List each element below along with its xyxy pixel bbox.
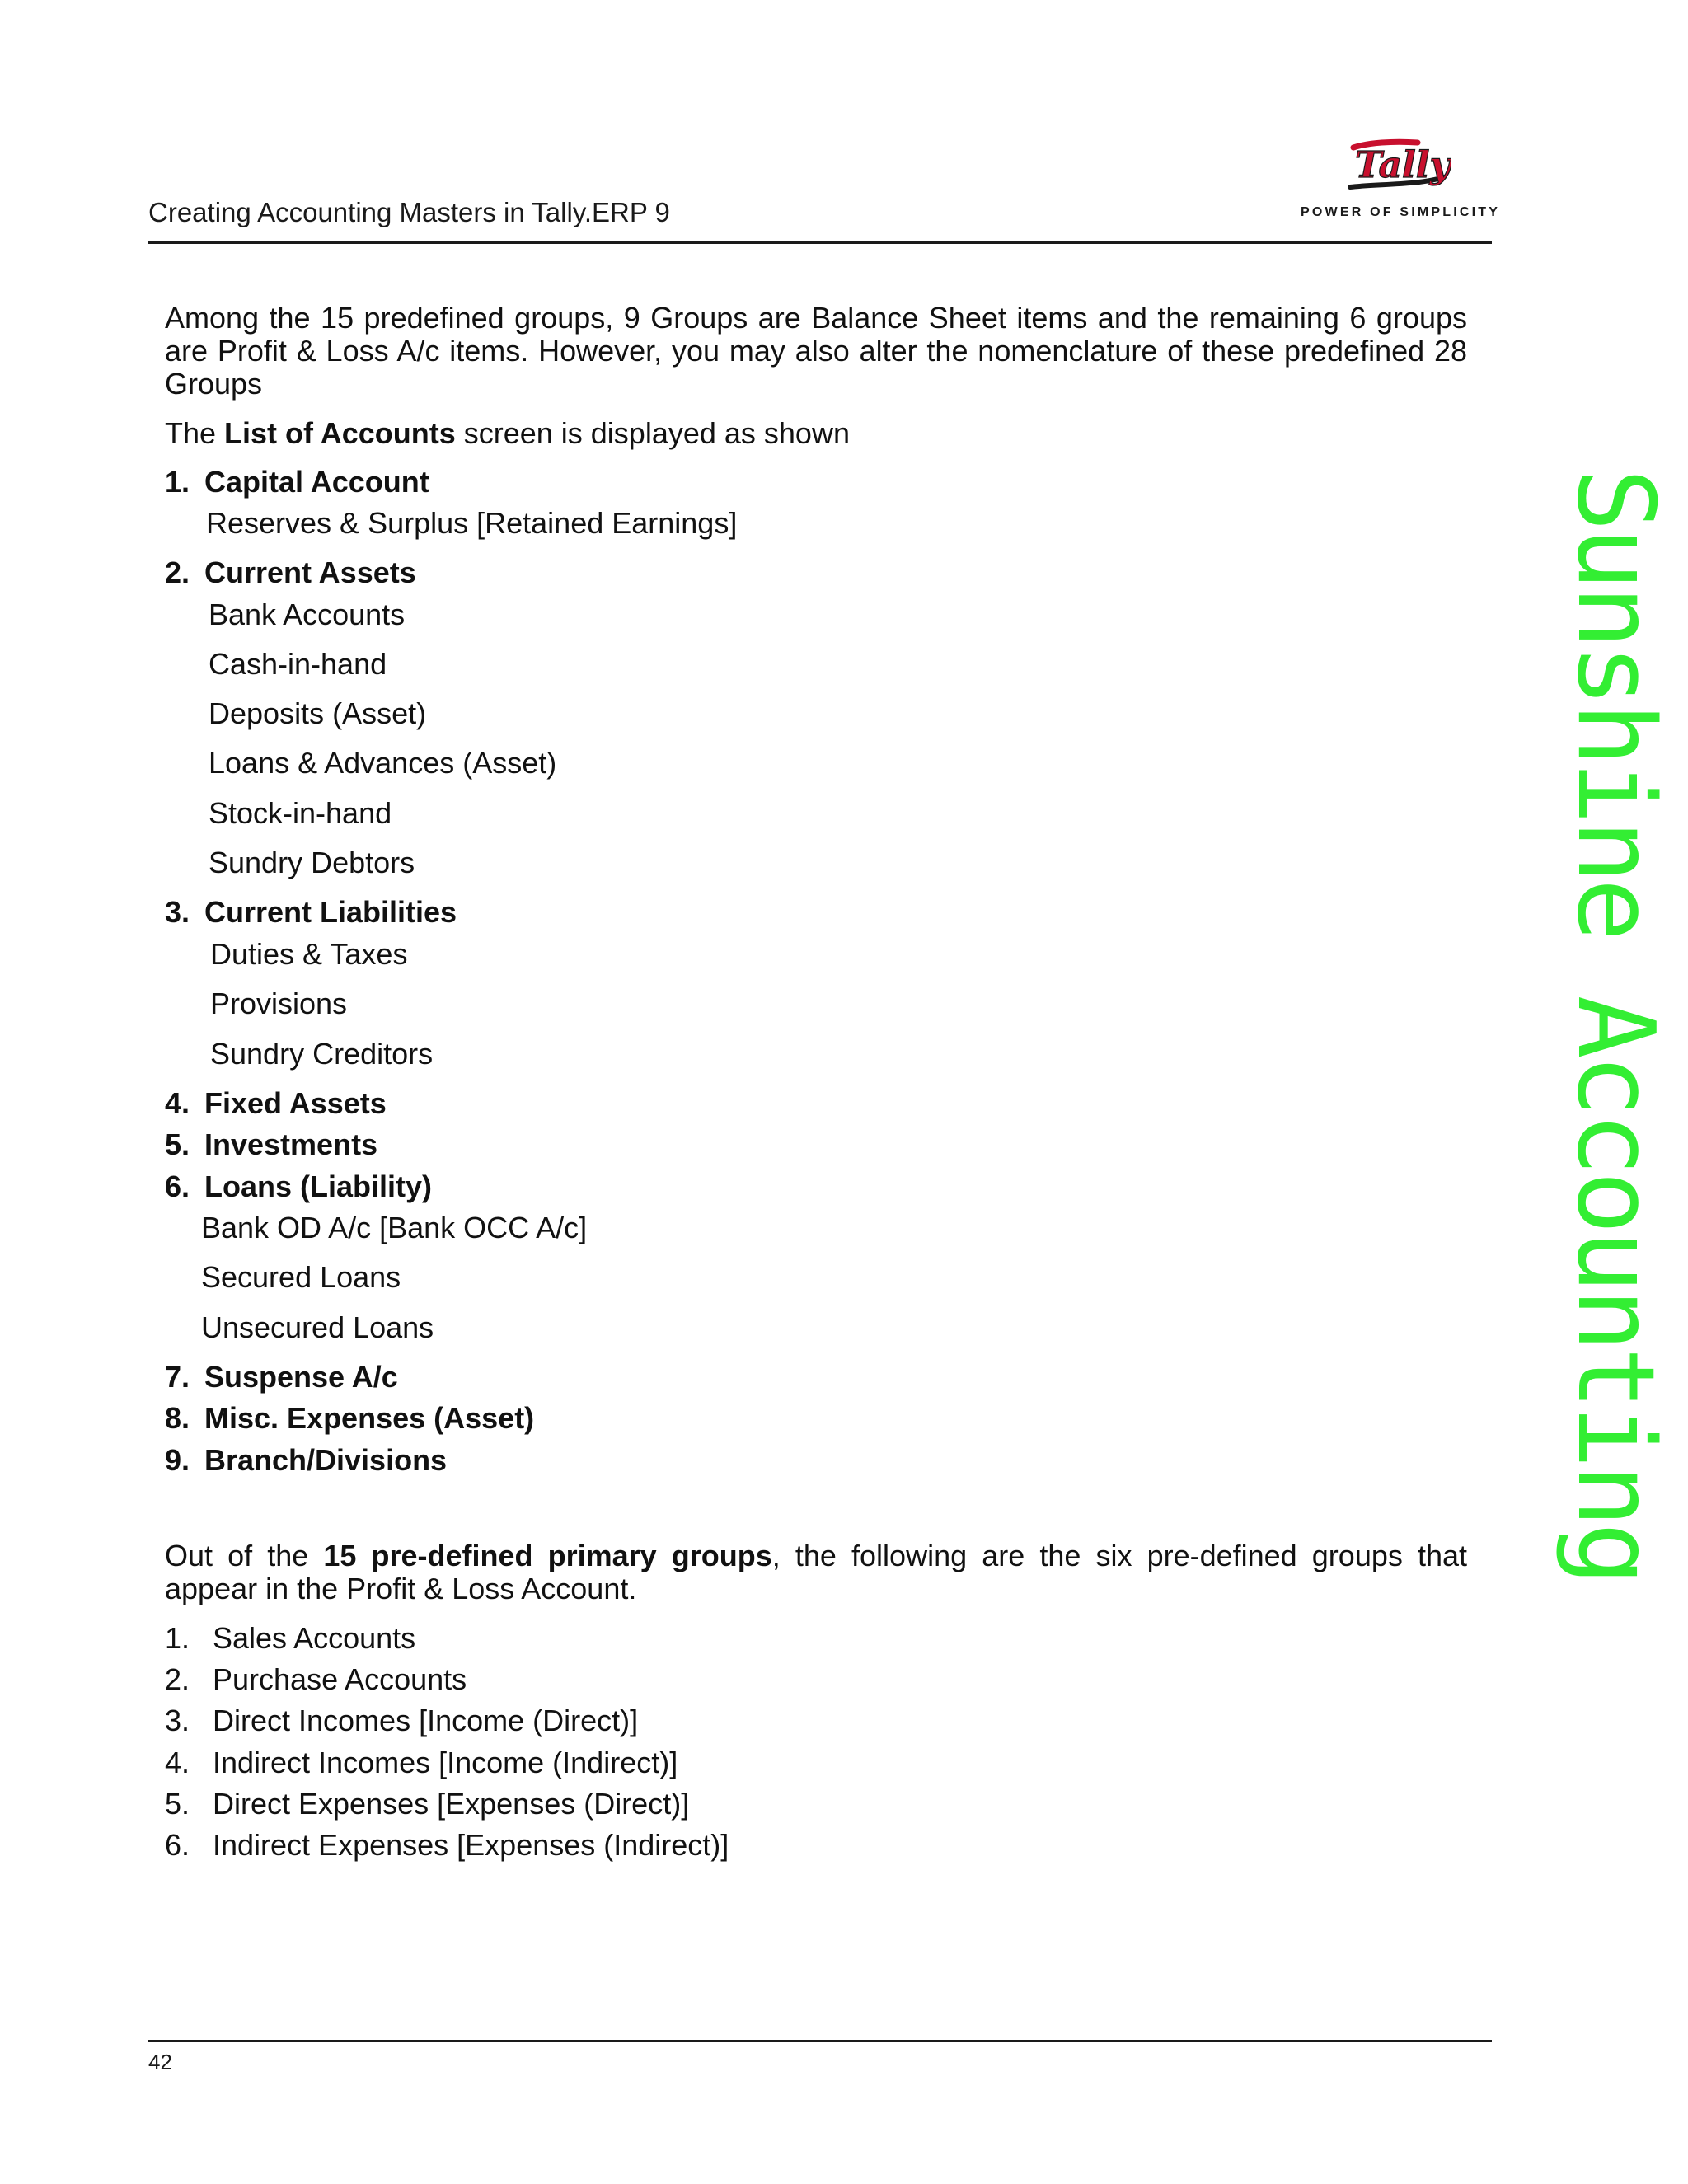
pl-intro-paragraph <box>165 1540 1467 1605</box>
pl-item-name: Direct Expenses [Expenses (Direct)] <box>213 1787 690 1821</box>
sub-group-item: Reserves & Surplus [Retained Earnings] <box>206 506 738 540</box>
group-number: 1. <box>165 465 190 499</box>
list-intro-bold: List of Accounts <box>224 416 456 450</box>
group-heading <box>165 1402 534 1435</box>
pl-item-number: 4. <box>165 1746 190 1779</box>
sub-group-item: Duties & Taxes <box>210 937 408 971</box>
group-number: 9. <box>165 1443 190 1477</box>
sub-group-item: Deposits (Asset) <box>209 696 427 730</box>
sub-group-item: Stock-in-hand <box>209 796 392 830</box>
list-intro-suffix: screen is displayed as shown <box>455 416 850 450</box>
pl-item-number: 1. <box>165 1621 190 1655</box>
group-name: Current Assets <box>204 555 416 589</box>
pl-list-item <box>165 1829 729 1862</box>
pl-item-name: Indirect Incomes [Income (Indirect)] <box>213 1746 678 1779</box>
group-name: Suspense A/c <box>204 1360 398 1394</box>
pl-item-name: Purchase Accounts <box>213 1662 467 1696</box>
tally-logo <box>1301 136 1501 227</box>
sub-group-item: Sundry Creditors <box>210 1037 434 1071</box>
pl-item-name: Sales Accounts <box>213 1621 416 1655</box>
page-number: 42 <box>148 2050 172 2074</box>
pl-list-item <box>165 1788 689 1821</box>
pl-item-number: 6. <box>165 1828 190 1862</box>
sub-group-item: Cash-in-hand <box>209 647 387 681</box>
group-name: Investments <box>204 1127 378 1161</box>
pl-item-number: 5. <box>165 1787 190 1821</box>
pl-intro-bold: 15 pre-defined primary groups <box>323 1539 772 1572</box>
logo-wordmark: Tally <box>1355 144 1451 186</box>
group-number: 3. <box>165 895 190 929</box>
group-number: 8. <box>165 1401 190 1435</box>
pl-intro-prefix: Out of the <box>165 1539 324 1572</box>
page-header-title: Creating Accounting Masters in Tally.ERP 9 <box>148 197 670 227</box>
pl-list-item <box>165 1746 678 1779</box>
group-heading <box>165 1128 377 1161</box>
group-number: 2. <box>165 555 190 589</box>
sub-group-item: Sundry Debtors <box>209 846 415 879</box>
sub-group-item: Loans & Advances (Asset) <box>209 746 557 780</box>
group-heading <box>165 1444 447 1477</box>
group-name: Current Liabilities <box>204 895 457 929</box>
group-name: Loans (Liability) <box>204 1169 433 1203</box>
sub-group-item: Provisions <box>210 987 348 1020</box>
pl-item-name: Indirect Expenses [Expenses (Indirect)] <box>213 1828 729 1862</box>
pl-list-item <box>165 1663 467 1696</box>
group-name: Capital Account <box>204 465 429 499</box>
group-heading <box>165 1170 432 1203</box>
group-heading <box>165 1087 387 1120</box>
group-name: Misc. Expenses (Asset) <box>204 1401 535 1435</box>
intro-paragraph: Among the 15 predefined groups, 9 Groups are Balance Sheet items and the remaining 6 groups are Profit & Loss A/c items. However, you may also alter the nomenclature of these predefined 28 Groups <box>165 301 1467 401</box>
group-number: 6. <box>165 1169 190 1203</box>
group-heading <box>165 466 429 499</box>
sub-group-item: Bank OD A/c [Bank OCC A/c] <box>201 1211 588 1244</box>
pl-list-item <box>165 1704 638 1737</box>
sub-group-item: Secured Loans <box>201 1260 401 1294</box>
logo-tagline: POWER OF SIMPLICITY <box>1301 205 1501 219</box>
watermark-text: Sunshine Accounting <box>1554 468 1676 1582</box>
sub-group-item: Bank Accounts <box>209 598 406 631</box>
tally-logo-mark <box>1343 136 1451 195</box>
group-heading <box>165 1361 398 1394</box>
group-heading <box>165 556 416 589</box>
pl-list-item <box>165 1622 415 1655</box>
pl-item-number: 3. <box>165 1704 190 1737</box>
group-number: 5. <box>165 1127 190 1161</box>
group-number: 4. <box>165 1086 190 1120</box>
pl-item-number: 2. <box>165 1662 190 1696</box>
group-number: 7. <box>165 1360 190 1394</box>
pl-intro-suffix: , the following are the six pre-defined groups that appear in the Profit & Loss Account. <box>165 1539 1468 1605</box>
list-intro <box>165 417 1467 450</box>
group-name: Fixed Assets <box>204 1086 387 1120</box>
footer-divider <box>148 2040 1492 2042</box>
list-intro-prefix: The <box>165 416 225 450</box>
sub-group-item: Unsecured Loans <box>201 1310 434 1344</box>
header-divider <box>148 241 1492 244</box>
pl-item-name: Direct Incomes [Income (Direct)] <box>213 1704 639 1737</box>
group-heading <box>165 896 457 929</box>
group-name: Branch/Divisions <box>204 1443 448 1477</box>
